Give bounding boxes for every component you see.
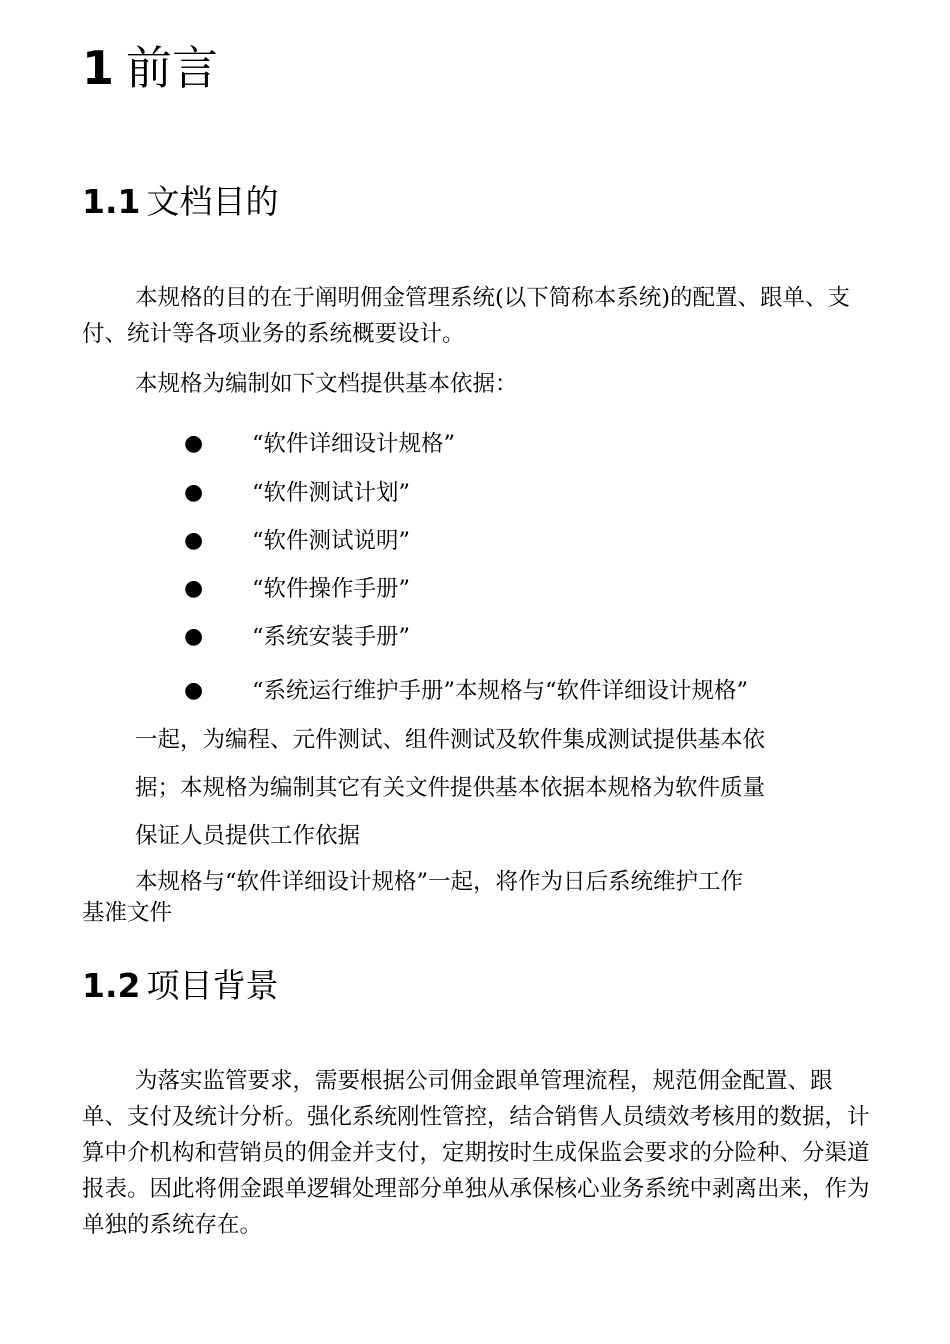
section-number: 1.2 (82, 966, 141, 1005)
list-item (0, 428, 950, 460)
chapter-number: 1 (82, 41, 115, 95)
bullet-icon: ● (184, 431, 204, 456)
chapter-heading (82, 38, 218, 98)
list-item-text: “系统运行维护手册”本规格与“软件详细设计规格” (252, 678, 749, 704)
continuation-line: 据；本规格为编制其它有关文件提供基本依据本规格为软件质量 (135, 775, 766, 801)
section-heading-1-1 (82, 180, 278, 224)
list-item-text: “软件详细设计规格” (252, 431, 456, 457)
chapter-title: 前言 (126, 41, 219, 95)
purpose-paragraph: 本规格的目的在于阐明佣金管理系统(以下简称本系统)的配置、跟单、支付、统计等各项业务的系统概要设计。 (82, 285, 851, 347)
list-item (0, 621, 950, 653)
list-item-text: “系统安装手册” (252, 624, 411, 650)
list-item (0, 675, 950, 707)
list-item-text: “软件操作手册” (252, 576, 411, 602)
list-item-text: “软件测试计划” (252, 480, 411, 506)
bullet-icon: ● (184, 678, 204, 703)
bullet-icon: ● (184, 528, 204, 553)
section-title: 文档目的 (146, 182, 279, 221)
closing-line: 基准文件 (82, 900, 173, 926)
section-number: 1.1 (82, 182, 141, 221)
bullet-icon: ● (184, 576, 204, 601)
list-item (0, 477, 950, 509)
bullet-icon: ● (184, 480, 204, 505)
bullet-icon: ● (184, 624, 204, 649)
closing-line: 本规格与“软件详细设计规格”一起，将作为日后系统维护工作 (135, 869, 744, 895)
continuation-line: 一起，为编程、元件测试、组件测试及软件集成测试提供基本依 (135, 727, 766, 753)
basis-intro-line: 本规格为编制如下文档提供基本依据： (135, 371, 518, 397)
background-paragraph: 为落实监管要求，需要根据公司佣金跟单管理流程，规范佣金配置、跟单、支付及统计分析。强化系统刚性管控，结合销售人员绩效考核用的数据，计算中介机构和营销员的佣金并支付，定期按时生成保监会要求的分险种、分渠道报表。因此将佣金跟单逻辑处理部分单独从承保核心业务系统中剥离出来，作为单独的系统存在。 (82, 1068, 870, 1238)
list-item (0, 573, 950, 605)
continuation-line: 保证人员提供工作依据 (135, 823, 361, 849)
section-title: 项目背景 (146, 966, 279, 1005)
section-heading-1-2 (82, 964, 278, 1008)
list-item (0, 525, 950, 557)
list-item-text: “软件测试说明” (252, 528, 411, 554)
